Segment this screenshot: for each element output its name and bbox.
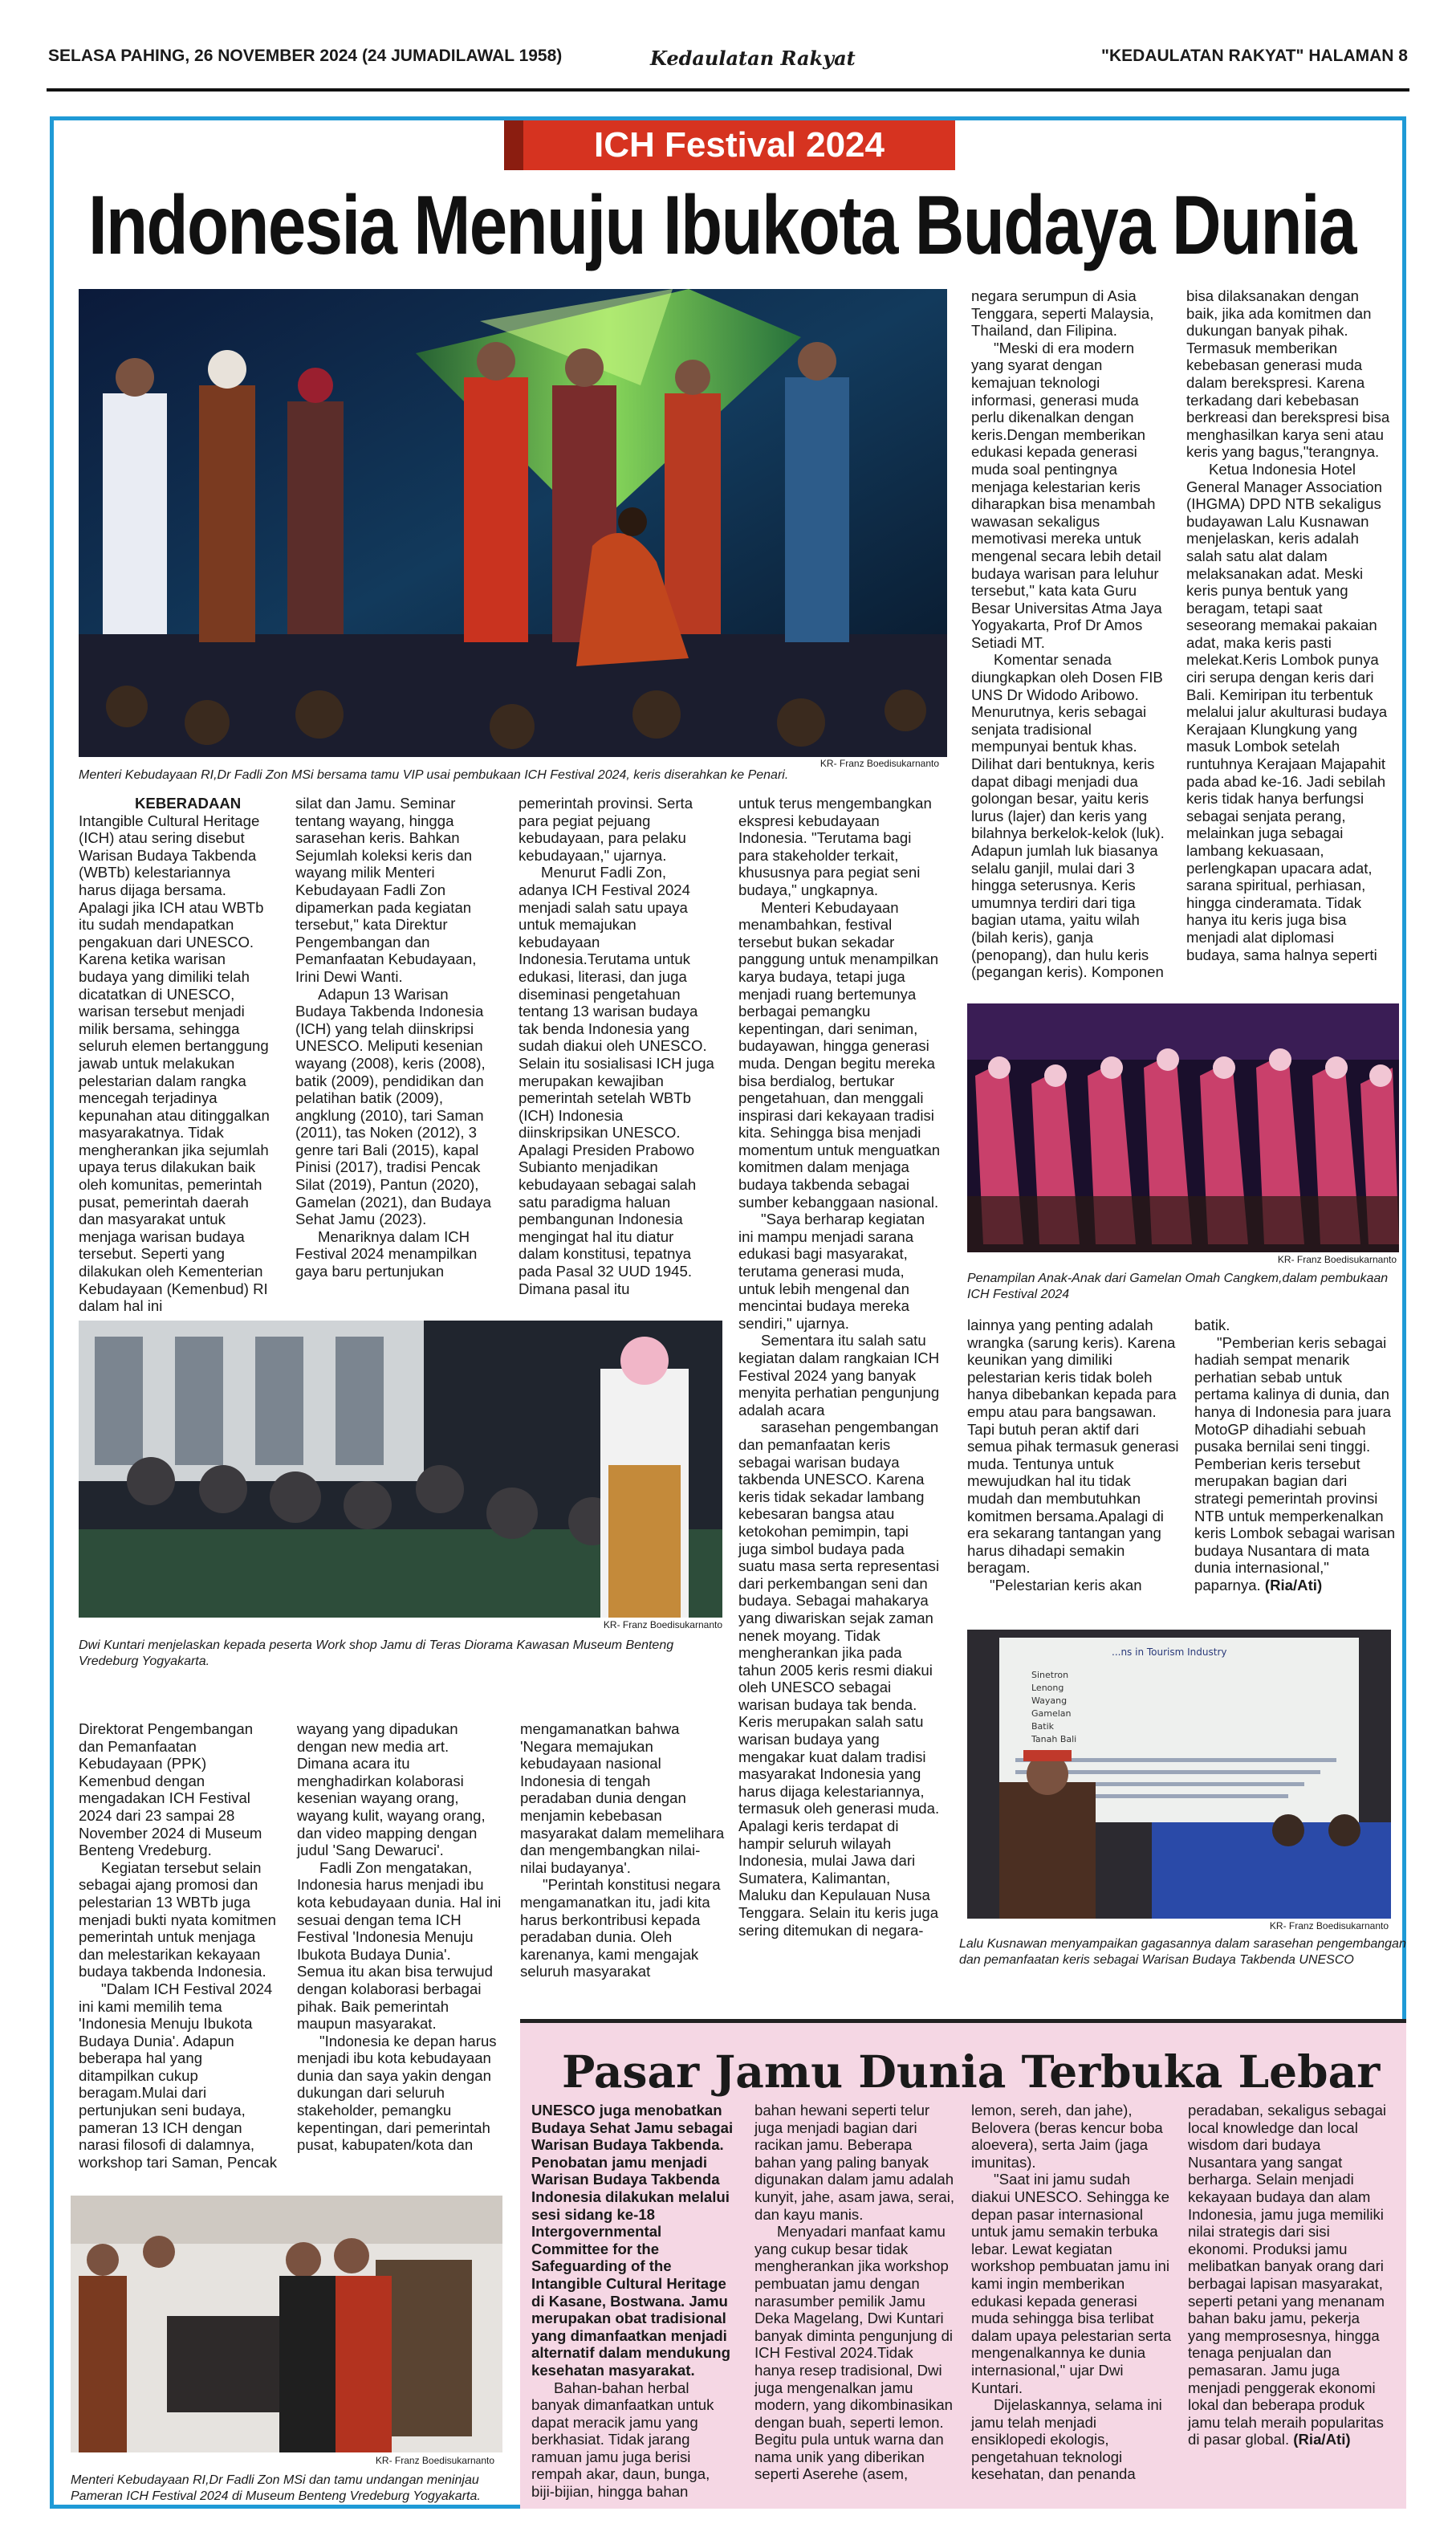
paragraph: bahan hewani seperti telur juga menjadi bagian dari racikan jamu. Beberapa bahan yang paling banyak digunakan dalam jamu adalah kunyit, jahe, asam jawa, serai, dan kayu manis. [754, 2102, 955, 2223]
kicker: KEBERADAAN [135, 795, 242, 812]
paragraph: bisa dilaksanakan dengan baik, jika ada komitmen dan dukungan banyak pihak. Termasuk memberikan kebebasan generasi muda dalam berekspresi. Karena terkadang dari kebebasan berkreasi dan berekspresi bisa menghasilkan karya seni atau keris yang bagus,"terangnya. [1186, 287, 1390, 461]
sidebar-col2 [754, 2102, 955, 2483]
paragraph: sarasehan pengembangan dan pemanfaatan keris sebagai warisan budaya takbenda UNESCO. Karena keris tidak sekadar lambang kebesaran bangsa atau ketokohan pemimpin, tapi juga simbol budaya pada suatu masa serta representasi dari perkembangan seni dan budaya. Sebagai mahakarya yang diwariskan sejak zaman nenek moyang. Tidak mengherankan jika pada tahun 2005 keris resmi diakui oleh UNESCO sebagai warisan budaya tak benda. Keris merupakan salah satu warisan budaya yang mengakar kuat dalam tradisi masyarakat Indonesia yang harus dijaga kelestariannya, termasuk oleh generasi muda. Apalagi keris terdapat di hampir seluruh wilayah Indonesia, mulai Jawa dari Sumatera, Kalimantan, Maluku dan Kepulauan Nusa Tenggara. Selain itu keris juga sering ditemukan di negara- [738, 1418, 940, 1939]
paragraph: Menyadari manfaat kamu yang cukup besar tidak mengherankan jika workshop pembuatan jamu dengan narasumber pemilik Jamu Deka Magelang, Dwi Kuntari banyak diminta pengunjung di ICH Festival 2024.Tidak hanya resep tradisional, Dwi juga mengenalkan jamu modern, yang dikombinasikan dengan buah, seperti lemon. Begitu pula untuk warna dan nama unik yang diberikan seperti Aserehe (asem, [754, 2223, 954, 2483]
article-col4 [738, 795, 941, 1939]
sidebar-rule [520, 2019, 1406, 2023]
paragraph: Fadli Zon mengatakan, Indonesia harus menjadi ibu kota kebudayaan dunia. Hal ini sesuai dengan tema ICH Festival 'Indonesia Menuju Ibukota Budaya Dunia'. Semua itu akan bisa terwujud dengan kolaborasi berbagai pihak. Baik pemerintah maupun masyarakat. [297, 1858, 502, 2033]
paragraph: pemerintah provinsi. Serta para pegiat pejuang kebudayaan, para pelaku kebudayaan," ujarnya. [519, 795, 693, 864]
photo-ministers-stage [79, 289, 947, 757]
paragraph: "Pelestarian keris akan [990, 1576, 1142, 1594]
paragraph: "Indonesia ke depan harus menjadi ibu kota kebudayaan dunia dan saya yakin dengan dukungan dari seluruh stakeholder, pemangku kepentingan, dari pemerintah pusat, kabupaten/kota dan [297, 2032, 497, 2154]
paragraph: Adapun 13 Warisan Budaya Takbenda Indonesia (ICH) yang telah diinskripsi UNESCO. Meliputi kesenian wayang (2008), keris (2008), batik (2009), pendidikan dan pelatihan batik (2009), angklung (2010), tari Saman (2011), tas Noken (2012), 3 genre tari Bali (2015), kapal Pinisi (2017), tradisi Pencak Silat (2019), Pantun (2020), Gamelan (2021), dan Budaya Sehat Jamu (2023). [295, 985, 491, 1228]
paragraph: "Meski di era modern yang syarat dengan kemajuan teknologi informasi, generasi muda perlu dikenalkan dengan keris.Dengan memberikan edukasi kepada generasi muda soal pentingnya menjaga kelestarian keris diharapkan bisa menambah wawasan sekaligus memotivasi mereka untuk mengenal secara lebih detail budaya warisan para leluhur tersebut," kata kata Guru Besar Universitas Atma Jaya Yogyakarta, Prof Dr Amos Setiadi MT. [971, 339, 1162, 651]
paragraph: mengamanatkan bahwa 'Negara memajukan kebudayaan nasional Indonesia di tengah peradaban dunia dengan menjamin kebebasan masyarakat dalam memelihara dan mengembangkan nilai-nilai budayanya'. [520, 1720, 725, 1876]
paragraph: Intangible Cultural Heritage (ICH) atau sering disebut Warisan Budaya Takbenda (WBTb) kelestariannya harus dijaga bersama. Apalagi jika ICH atau WBTb itu sudah mendapatkan pengakuan dari UNESCO. Karena ketika warisan budaya yang dimiliki telah dicatatkan di UNESCO, warisan tersebut menjadi milik bersama, sehingga seluruh elemen bertanggung jawab untuk melakukan pelestarian dalam rangka mencegah terjadinya kepunahan atau ditinggalkan masyarakatnya. Tidak mengherankan jika sejumlah upaya terus dilakukan baik oleh komunitas, pemerintah pusat, pemerintah daerah dan masyarakat untuk menjaga warisan budaya tersebut. Seperti yang dilakukan oleh Kementerian Kebudayaan (Kemenbud) RI dalam hal ini [79, 812, 270, 1315]
photo2-caption: Penampilan Anak-Anak dari Gamelan Omah Cangkem,dalam pembukaan ICH Festival 2024 [967, 1272, 1389, 1301]
article-col2-bottom [297, 1720, 502, 2154]
header-rule [47, 88, 1409, 92]
paragraph: Direktorat Pengembangan dan Pemanfaatan Kebudayaan (PPK) Kemenbud dengan mengadakan ICH Festival 2024 dari 23 sampai 28 November 2024 di Museum Benteng Vredeburg. [79, 1720, 262, 1859]
photo3-caption: Dwi Kuntari menjelaskan kepada peserta Work shop Jamu di Teras Diorama Kawasan Museum Benteng Vredeburg Yogyakarta. [79, 1638, 674, 1668]
paragraph: "Saat ini jamu sudah diakui UNESCO. Sehingga ke depan pasar internasional untuk jamu semakin terbuka lebar. Lewat kegiatan workshop pembuatan jamu ini kami ingin memberikan edukasi kepada generasi muda sehingga bisa terlibat dalam upaya pelestarian serta mengenalkannya ke dunia internasional," ujar Dwi Kuntari. [971, 2171, 1172, 2396]
article-col1-top [79, 795, 271, 1315]
sidebar-col1 [531, 2102, 736, 2501]
paragraph [1194, 1334, 1398, 1594]
photo5-caption: Menteri Kebudayaan RI,Dr Fadli Zon MSi dan tamu undangan meninjau Pameran ICH Festival 2024 di Museum Benteng Vredeburg Yogyakarta. [71, 2473, 481, 2503]
paragraph: negara serumpun di Asia Tenggara, seperti Malaysia, Thailand, dan Filipina. [971, 287, 1154, 340]
paragraph: lainnya yang penting adalah wrangka (sarung keris). Karena keunikan yang dimiliki pelestarian keris tidak boleh hanya dibebankan kepada para empu atau para bangsawan. Tapi butuh peran aktif dari semua pihak termasuk generasi muda. Tentunya untuk mewujudkan hal itu tidak mudah dan membutuhkan komitmen bersama.Apalagi di era sekarang tantangan yang harus dihadapi semakin beragam. [967, 1317, 1179, 1577]
paragraph: Menteri Kebudayaan menambahkan, festival tersebut bukan sekadar panggung untuk menampilkan karya budaya, tetapi juga menjadi ruang bertemunya berbagai pemangku kepentingan, dari seniman, budayawan, hingga generasi muda. Dengan begitu mereka bisa berdialog, bertukar pengetahuan, dan menggali inspirasi dari kekayaan tradisi kita. Sehingga bisa menjadi momentum untuk menguatkan komitmen dalam menjaga budaya takbenda sebagai sumber kebanggaan nasional. [738, 898, 941, 1211]
article-col3-bottom [520, 1720, 725, 1980]
photo4-caption: Lalu Kusnawan menyampaikan gagasannya dalam sarasehan pengembangan dan pemanfaatan keris sebagai Warisan Budaya Takbenda UNESCO [959, 1937, 1406, 1967]
screen-item: Batik [1031, 1721, 1055, 1732]
paragraph: Menariknya dalam ICH Festival 2024 menampilkan gaya baru pertunjukan [295, 1227, 478, 1280]
byline: (Ria/Ati) [1264, 1576, 1323, 1594]
paragraph: Dijelaskannya, selama ini jamu telah menjadi ensiklopedi ekologis, pengetahuan teknologi kesehatan, dan penanda [971, 2396, 1162, 2483]
photo-gamelan-dancers [967, 1003, 1399, 1252]
paragraph: Menurut Fadli Zon, adanya ICH Festival 2024 menjadi salah satu upaya untuk memajukan kebudayaan Indonesia.Terutama untuk edukasi, literasi, dan juga diseminasi pengetahuan tentang 13 warisan budaya tak benda Indonesia yang sudah diakui oleh UNESCO. Selain itu sosialisasi ICH juga merupakan kewajiban pemerintah setelah WBTb (ICH) Indonesia diinskripsikan UNESCO. Apalagi Presiden Prabowo Subianto menjadikan kebudayaan sebagai salah satu paradigma haluan pembangunan Indonesia mengingat hal itu diatur dalam konstitusi, tepatnya pada Pasal 32 UUD 1945. Dimana pasal itu [519, 864, 714, 1297]
paragraph: "Perintah konstitusi negara mengamanatkan itu, jadi kita harus berkontribusi kepada peradaban dunia. Oleh karenanya, kami mengajak seluruh masyarakat [520, 1876, 721, 1980]
screen-item: Tanah Bali [1031, 1734, 1077, 1744]
paragraph-text: "Pemberian keris sebagai hadiah sempat menarik perhatian sebab untuk pertama kalinya di dunia, dan hanya di Indonesia para juara MotoGP dihadiahi sebuah pusaka bernilai seni tinggi. Pemberian keris tersebut merupakan bagian dari strategi pemerintah provinsi NTB untuk memperkenalkan keris Lombok sebagai warisan budaya Nusantara di mata dunia internasional," paparnya. [1194, 1333, 1396, 1594]
sidebar-col3 [971, 2102, 1172, 2483]
article-col5-top [971, 287, 1168, 981]
screen-item: Sinetron [1031, 1670, 1069, 1680]
paragraph: silat dan Jamu. Seminar tentang wayang, hingga sarasehan keris. Bahkan Sejumlah koleksi keris dan wayang milik Menteri Kebudayaan Fadli Zon dipamerkan pada kegiatan tersebut," kata Direktur Pengembangan dan Pemanfaatan Kebudayaan, Irini Dewi Wanti. [295, 795, 477, 985]
page-number: "KEDAULATAN RAKYAT" HALAMAN 8 [1101, 47, 1408, 65]
photo1-credit: KR- Franz Boedisukarnanto [820, 758, 939, 769]
byline: (Ria/Ati) [1293, 2431, 1351, 2448]
paragraph: Ketua Indonesia Hotel General Manager Association (IHGMA) DPD NTB sekaligus budayawan Lalu Kusnawan menjelaskan, keris adalah salah satu alat dalam melaksanakan adat. Meski keris punya bentuk yang beragam, tetapi saat seseorang memakai pakaian adat, maka keris pasti melekat.Keris Lombok punya ciri serupa dengan keris dari Bali. Kemiripan itu terbentuk melalui jalur akulturasi budaya Kerajaan Klungkung yang masuk Lombok setelah runtuhnya Kerajaan Majapahit pada abad ke-16. Jadi sebilah keris tidak hanya berfungsi sebagai senjata perang, melainkan juga sebagai lambang kekuasaan, perlengkapan upacara adat, sarana spiritual, perhiasan, hingga cinderamata. Tidak hanya itu keris juga bisa menjadi alat diplomasi budaya, sama halnya seperti [1186, 460, 1388, 963]
photo4-credit: KR- Franz Boedisukarnanto [1269, 1920, 1389, 1931]
paragraph: Komentar senada diungkapkan oleh Dosen FIB UNS Dr Widodo Aribowo. Menurutnya, keris sebagai senjata tradisional mempunyai bentuk khas. Dilihat dari bentuknya, keris dapat dibagi menjadi dua golongan besar, yaitu keris lurus (lajer) dan keris yang bilahnya berkelok-kelok (luk). Adapun jumlah luk biasanya selalu ganjil, mulai dari 3 hingga seterusnya. Keris umumnya terdiri dari tiga bagian utama, yaitu wilah (bilah keris), ganja (penopang), dan hulu keris (pegangan keris). Komponen [971, 651, 1165, 981]
screen-title: ...ns in Tourism Industry [1112, 1646, 1227, 1658]
masthead-logo: Kedaulatan Rakyat [650, 47, 856, 70]
paragraph: Bahan-bahan herbal banyak dimanfaatkan untuk dapat meracik jamu yang berkhasiat. Tidak jarang ramuan jamu juga berisi rempah akar, daun, bunga, biji-bijian, hingga bahan [531, 2379, 714, 2501]
screen-item: Lenong [1031, 1683, 1064, 1693]
article-col3-top [519, 795, 715, 1297]
photo5-credit: KR- Franz Boedisukarnanto [375, 2455, 494, 2466]
photo2-credit: KR- Franz Boedisukarnanto [1277, 1254, 1397, 1265]
screen-item: Wayang [1031, 1695, 1068, 1706]
section-tag: ICH Festival 2024 [504, 120, 955, 170]
paragraph: "Saya berharap kegiatan ini mampu menjadi sarana edukasi bagi masyarakat, terutama generasi muda, untuk lebih mengenal dan mencintai budaya mereka sendiri," ujarnya. [738, 1211, 925, 1332]
article-col1-bottom [79, 1720, 279, 2171]
article-col6-bottom [1194, 1317, 1398, 1594]
photo1-caption: Menteri Kebudayaan RI,Dr Fadli Zon MSi bersama tamu VIP usai pembukaan ICH Festival 2024, keris diserahkan ke Penari. [79, 768, 789, 782]
paragraph [1188, 2102, 1392, 2448]
paragraph: Kegiatan tersebut selain sebagai ajang promosi dan pelestarian 13 WBTb juga menjadi bukti nyata komitmen pemerintah untuk menjaga dan melestarikan kekayaan budaya takbenda Indonesia. [79, 1858, 276, 1980]
photo-jamu-workshop [79, 1321, 722, 1618]
paragraph: UNESCO juga menobatkan Budaya Sehat Jamu sebagai Warisan Budaya Takbenda. Penobatan jamu menjadi Warisan Budaya Takbenda Indonesia dilakukan melalui sesi sidang ke-18 Intergovernmental Committee for the Safeguarding of the Intangible Cultural Heritage di Kasane, Bostwana. Jamu merupakan obat tradisional yang dimanfaatkan menjadi alternatif dalam mendukung kesehatan masyarakat. [531, 2102, 734, 2379]
headline: Indonesia Menuju Ibukota Budaya Dunia [88, 179, 1356, 272]
article-col2-top [295, 795, 500, 1280]
paragraph-text: peradaban, sekaligus sebagai local knowledge dan local wisdom dari budaya Nusantara yang sangat berharga. Selain menjadi kekayaan budaya dan alam Indonesia, jamu juga memiliki nilai strategis dari sisi ekonomi. Produksi jamu melibatkan banyak orang dari berbagai lapisan masyarakat, seperti petani yang menanam bahan baku jamu, pekerja yang memprosesnya, hingga tenaga penjualan dan pemasaran. Jamu juga menjadi penggerak ekonomi lokal dan beberapa produk jamu telah meraih popularitas di pasar global. [1188, 2102, 1387, 2448]
photo-keris-sarasehan [967, 1630, 1391, 1919]
sidebar-col4 [1188, 2102, 1392, 2448]
article-col5-bottom [967, 1317, 1180, 1594]
paragraph: batik. [1194, 1317, 1230, 1333]
photo3-credit: KR- Franz Boedisukarnanto [603, 1619, 722, 1630]
page-dateline: SELASA PAHING, 26 NOVEMBER 2024 (24 JUMADILAWAL 1958) [48, 47, 563, 65]
article-col6-top [1186, 287, 1390, 963]
paragraph: Sementara itu salah satu kegiatan dalam rangkaian ICH Festival 2024 yang banyak menyita perhatian pengunjung adalah acara [738, 1332, 940, 1418]
paragraph: untuk terus mengembangkan ekspresi kebudayaan Indonesia. "Terutama bagi para stakeholder terkait, khususnya para pegiat seni budaya," ungkapnya. [738, 795, 932, 898]
paragraph: lemon, sereh, dan jahe), Belovera (beras kencur boba aloevera), serta Jaim (jaga imunitas). [971, 2102, 1163, 2171]
paragraph: wayang yang dipadukan dengan new media art. Dimana acara itu menghadirkan kolaborasi kesenian wayang orang, wayang kulit, wayang orang, dan video mapping dengan judul 'Sang Dewaruci'. [297, 1720, 486, 1859]
screen-item: Gamelan [1031, 1708, 1072, 1719]
sidebar-headline: Pasar Jamu Dunia Terbuka Lebar [562, 2045, 1381, 2098]
paragraph: "Dalam ICH Festival 2024 ini kami memilih tema 'Indonesia Menuju Ibukota Budaya Dunia'. Adapun beberapa hal yang ditampilkan cukup beragam.Mulai dari pertunjukan seni budaya, pameran 13 ICH dengan narasi filosofi di dalamnya, workshop tari Saman, Pencak [79, 1980, 278, 2171]
photo-exhibition-visit [71, 2196, 502, 2452]
